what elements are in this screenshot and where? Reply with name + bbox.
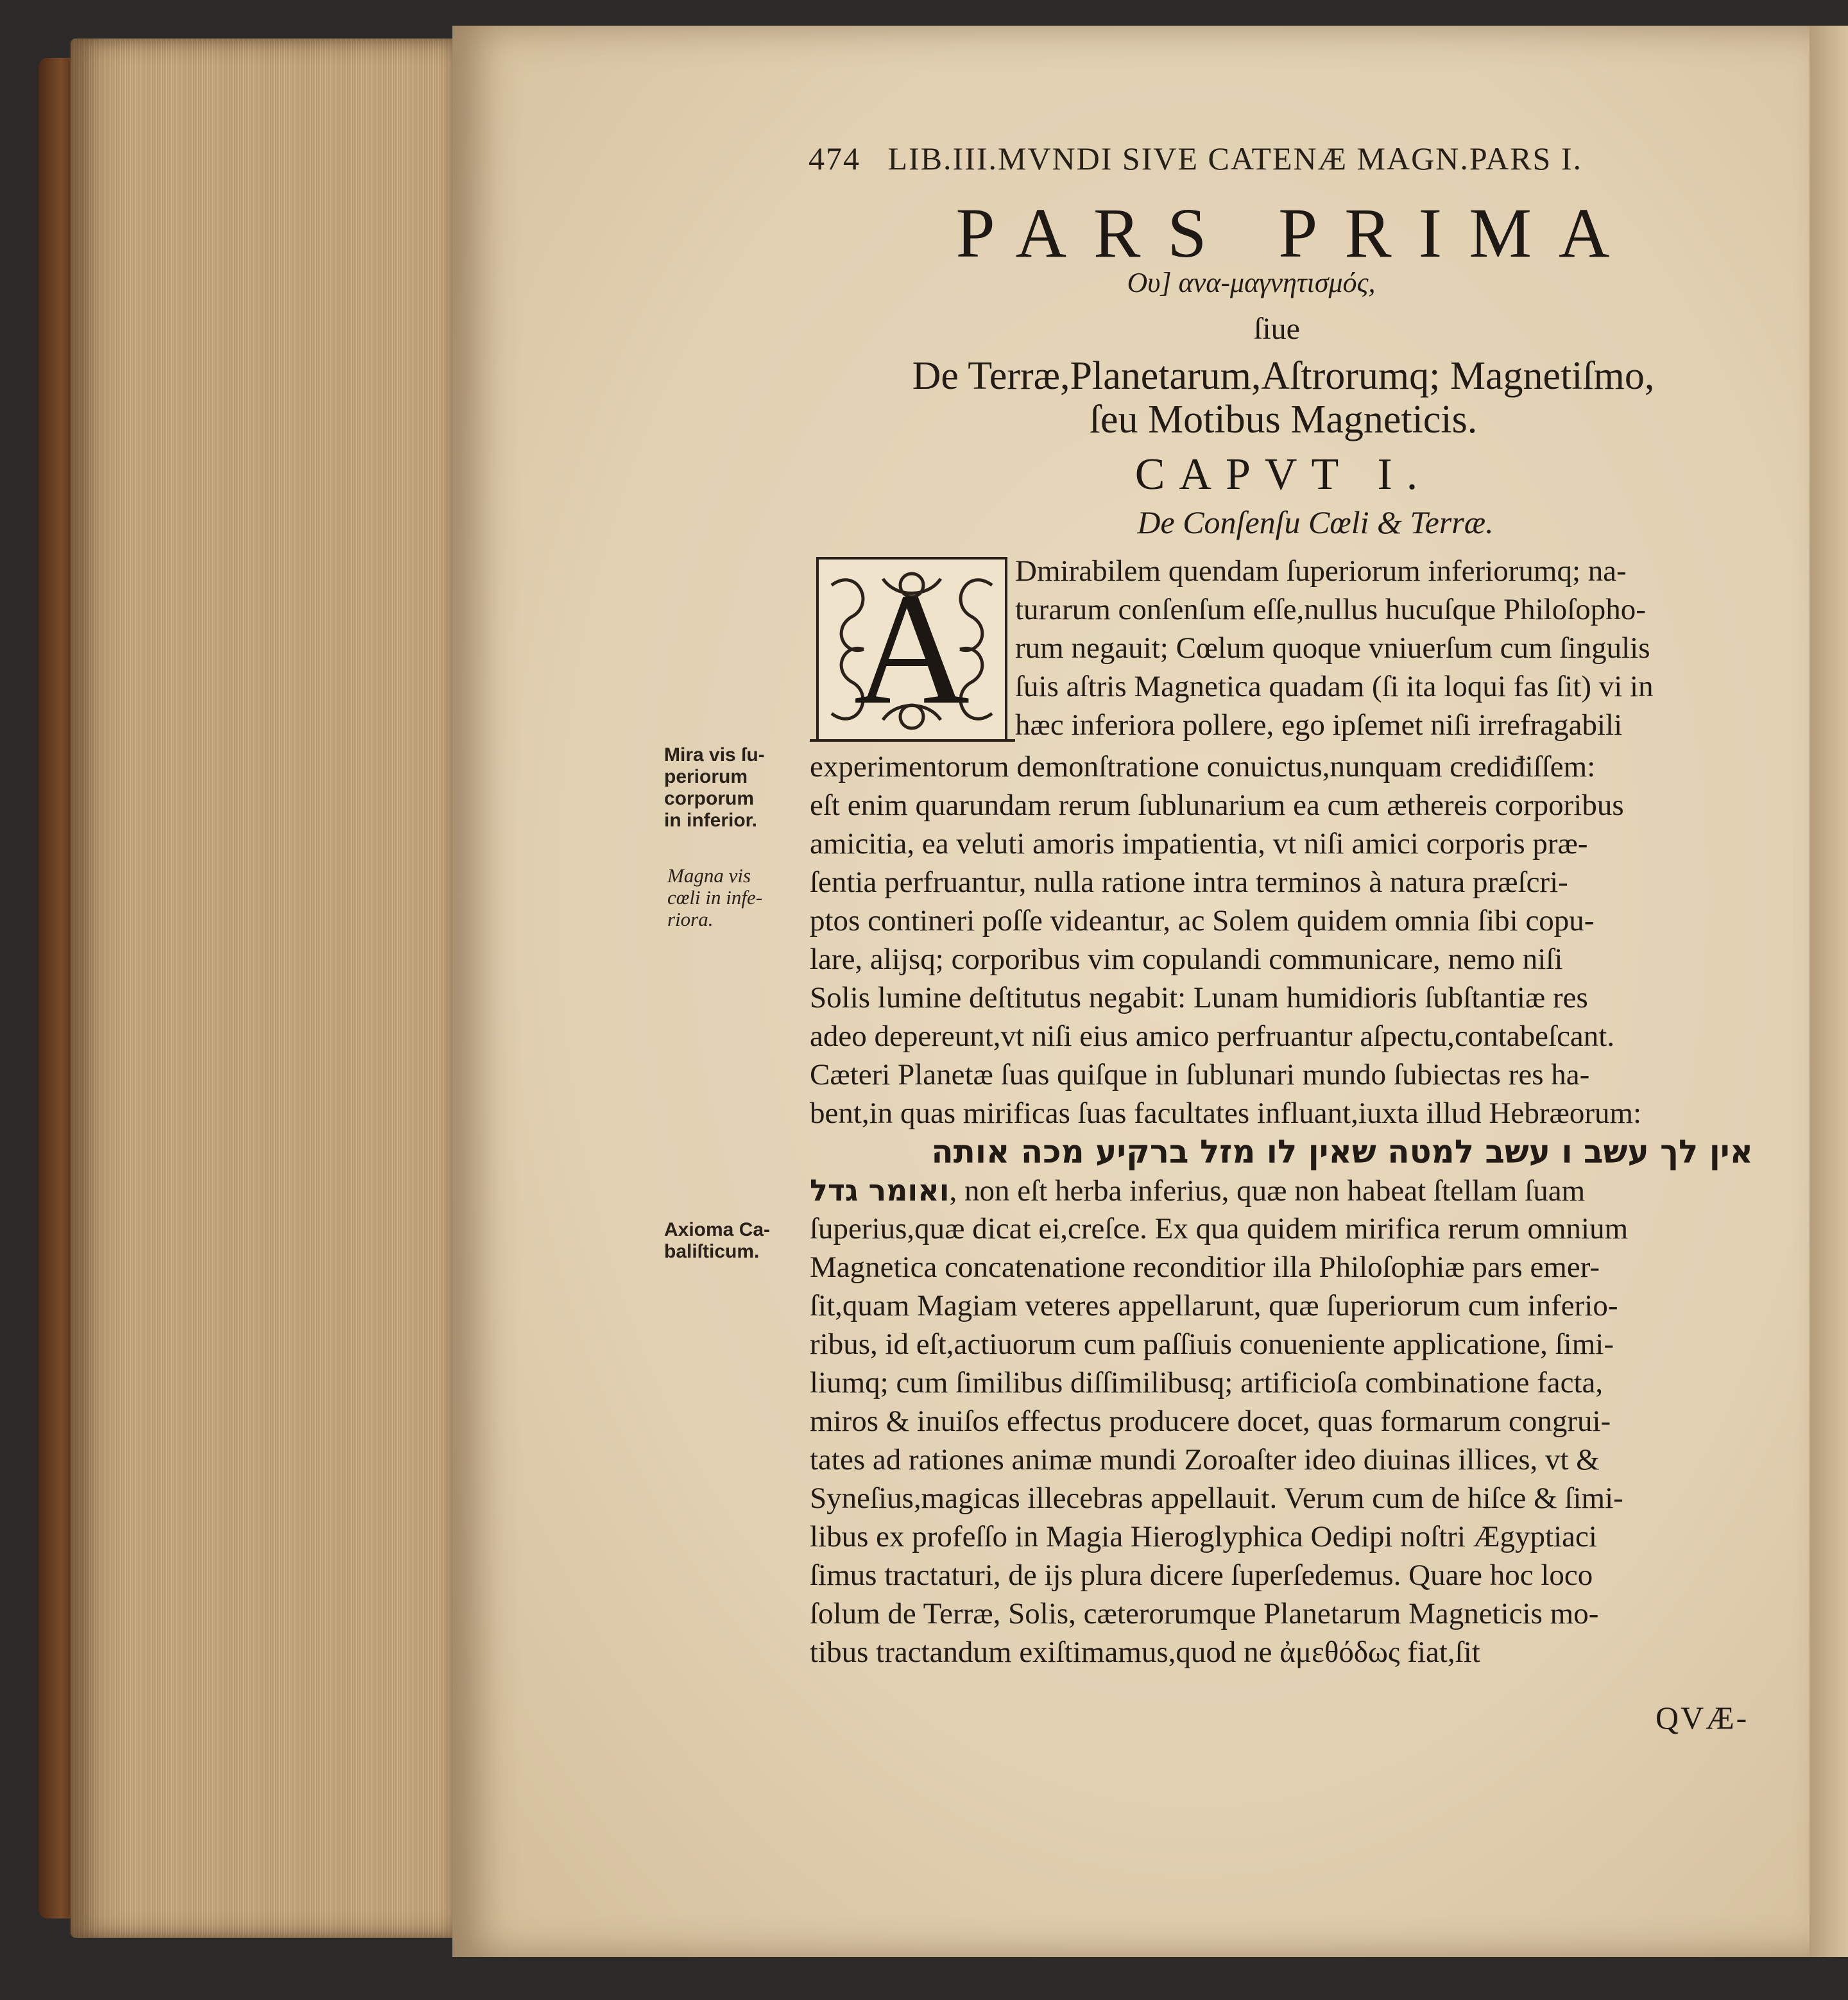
- body-line: [810, 1171, 1753, 1209]
- body-line: hæc inferiora pollere, ego ipſemet niſi irrefragabili: [1015, 708, 1623, 742]
- body-line: libus ex profeſſo in Magia Hieroglyphica Oedipi noſtri Ægyptiaci: [810, 1520, 1597, 1553]
- body-line: ſolum de Terræ, Solis, cæterorumque Planetarum Magneticis mo-: [810, 1597, 1599, 1630]
- body-line: ptos contineri poſſe videantur, ac Solem quidem omnia ſibi copu-: [810, 904, 1595, 937]
- margin-note-line: Magna vis: [667, 864, 751, 887]
- margin-note-line: corporum: [664, 788, 755, 809]
- body-line: Solis lumine deſtitutus negabit: Lunam humidioris ſubſtantiæ res: [810, 981, 1588, 1014]
- decorated-initial: [816, 557, 1007, 742]
- hebrew-continuation: , non eſt herba inferius, quæ non habeat ſtellam ſuam: [949, 1174, 1586, 1208]
- margin-note-line: in inferior.: [664, 810, 758, 831]
- running-head: [809, 140, 1726, 177]
- body-line: turarum conſenſum eſſe,nullus hucuſque Philoſopho-: [1015, 593, 1646, 626]
- running-head-text: LIB.III.MVNDI SIVE CATENÆ MAGN.PARS I.: [887, 141, 1583, 176]
- margin-note-line: periorum: [664, 766, 748, 787]
- body-line: tibus tractandum exiſtimamus,quod ne ἀμεθόδως fiat,ſit: [810, 1636, 1480, 1669]
- margin-note-2: [667, 865, 809, 930]
- margin-note-line: riora.: [667, 908, 714, 930]
- subtitle-line-1: De Terræ,Planetarum,Aſtrorumq; Magnetiſmo,: [912, 354, 1655, 398]
- subtitle-line-2: ſeu Motibus Magneticis.: [1089, 398, 1478, 441]
- body-line: ſimus tractaturi, de ijs plura dicere ſuperſedemus. Quare hoc loco: [810, 1559, 1593, 1592]
- sive-connector: ſiue: [1254, 312, 1300, 346]
- body-line: amicitia, ea veluti amoris impatientia, vt niſi amici corporis præ-: [810, 827, 1588, 860]
- chapter-heading: CAPVT I.: [1134, 450, 1432, 499]
- body-line: ſentia perfruantur, nulla ratione intra terminos à natura præſcri-: [810, 866, 1568, 899]
- body-line: lare, alijsq; corporibus vim copulandi communicare, nemo niſi: [810, 943, 1563, 976]
- body-line: miros & inuiſos effectus producere docet, quas formarum congrui-: [810, 1405, 1611, 1438]
- body-line: bent,in quas mirificas ſuas facultates influant,iuxta illud Hebræorum:: [810, 1097, 1642, 1130]
- body-line: liumq; cum ſimilibus diſſimilibusq; artificioſa combinatione facta,: [810, 1366, 1604, 1399]
- subtitle: [841, 354, 1726, 441]
- body-line: adeo depereunt,vt niſi eius amico perfruantur aſpectu,contabeſcant.: [810, 1020, 1615, 1053]
- margin-note-line: Axioma Ca-: [664, 1219, 771, 1240]
- body-line: tates ad rationes animæ mundi Zoroaſter ideo diuinas illices, vt &: [810, 1443, 1600, 1476]
- body-line: ribus, id eſt,actiuorum cum paſſiuis conueniente applicatione, ſimi-: [810, 1328, 1614, 1361]
- body-line: Magnetica concatenatione reconditior illa Philoſophiæ pars emer-: [810, 1251, 1600, 1284]
- margin-note-3: [664, 1219, 805, 1263]
- chapter-subtitle: De Conſenſu Cœli & Terræ.: [1137, 504, 1494, 540]
- body-line: rum negauit; Cœlum quoque vniuerſum cum ſingulis: [1015, 631, 1650, 665]
- margin-note-line: baliſticum.: [664, 1241, 760, 1262]
- body-line: ſuis aſtris Magnetica quadam (ſi ita loqui fas ſit) vi in: [1015, 670, 1654, 703]
- body-line: Dmirabilem quendam ſuperiorum inferiorumq; na-: [1015, 554, 1627, 588]
- margin-note-1: [664, 744, 805, 832]
- body-line: eſt enim quarundam rerum ſublunarium ea cum æthereis corporibus: [810, 789, 1624, 822]
- body-line: Cæteri Planetæ ſuas quiſque in ſublunari mundo ſubiectas res ha-: [810, 1058, 1590, 1091]
- margin-note-line: Mira vis ſu-: [664, 744, 765, 765]
- hebrew-line: אין לך עשב ו עשב למטה שאין לו מזל ברקיע מכה אותה: [931, 1133, 1753, 1170]
- body-line: ſit,quam Magiam veteres appellarunt, quæ ſuperiorum cum inferio-: [810, 1289, 1618, 1322]
- section-title: PARS PRIMA: [955, 194, 1637, 272]
- hebrew-inline: ואומר גדל: [810, 1173, 950, 1208]
- body-line: Syneſius,magicas illecebras appellauit. Verum cum de hiſce & ſimi-: [810, 1482, 1623, 1515]
- page-edges: [71, 38, 456, 1938]
- initial-underline: [810, 739, 1015, 742]
- initial-letter: A: [853, 560, 970, 738]
- catchword: QVÆ-: [1656, 1700, 1749, 1736]
- page-number: 474: [809, 141, 860, 176]
- body-line: ſuperius,quæ dicat ei,creſce. Ex qua quidem mirifica rerum omnium: [810, 1212, 1629, 1245]
- margin-note-line: cœli in infe-: [667, 886, 763, 909]
- greek-title: Ου] ανα-μαγνητισμός,: [1127, 267, 1376, 298]
- body-line: experimentorum demonſtratione conuictus,nunquam crediđiſſem:: [810, 750, 1596, 783]
